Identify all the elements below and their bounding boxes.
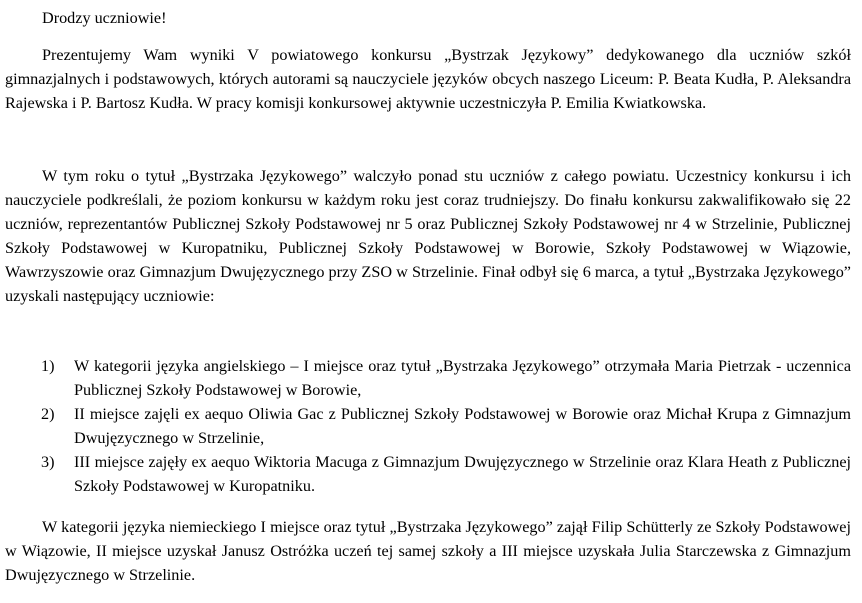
- list-item-number: 1): [41, 357, 55, 375]
- list-item-text: II miejsce zajęli ex aequo Oliwia Gac z Publicznej Szkoły Podstawowej w Borowie oraz Michał Krupa z Gimnazjum Dwujęzycznego w Strzelinie,: [74, 405, 851, 447]
- greeting-heading: Drodzy uczniowie!: [42, 9, 167, 27]
- results-list: [5, 354, 851, 498]
- list-item: [5, 354, 851, 402]
- list-item: [5, 402, 851, 450]
- list-item-number: 2): [41, 405, 55, 423]
- german-category-paragraph: W kategorii języka niemieckiego I miejsce oraz tytuł „Bystrzaka Językowego” zajął Filip Schütterly ze Szkoły Podstawowej w Wiązowie, II miejsce uzyskał Janusz Ostróżka uczeń tej samej szkoły a III miejsce uzyskała Julia Starczewska z Gimnazjum Dwujęzycznego w Strzelinie.: [5, 518, 851, 584]
- intro-paragraph: Prezentujemy Wam wyniki V powiatowego konkursu „Bystrzak Językowy” dedykowanego dla uczniów szkół gimnazjalnych i podstawowych, których autorami są nauczyciele języków obcych naszego Liceum: P. Beata Kudła, P. Aleksandra Rajewska i P. Bartosz Kudła. W pracy komisji konkursowej aktywnie uczestniczyła P. Emilia Kwiatkowska.: [5, 46, 851, 112]
- competition-paragraph: W tym roku o tytuł „Bystrzaka Językowego” walczyło ponad stu uczniów z całego powiatu. Uczestnicy konkursu i ich nauczyciele podkreślali, że poziom konkursu w każdym roku jest coraz trudniejszy. Do finału konkursu zakwalifikowało się 22 uczniów, reprezentantów Publicznej Szkoły Podstawowej nr 5 oraz Publicznej Szkoły Podstawowej nr 4 w Strzelinie, Publicznej Szkoły Podstawowej w Kuropatniku, Publicznej Szkoły Podstawowej w Borowie, Szkoły Podstawowej w Wiązowie, Wawrzyszowie oraz Gimnazjum Dwujęzycznego przy ZSO w Strzelinie. Finał odbył się 6 marca, a tytuł „Bystrzaka Językowego” uzyskali następujący uczniowie:: [5, 167, 851, 305]
- list-item-number: 3): [41, 453, 55, 471]
- list-item-text: W kategorii języka angielskiego – I miejsce oraz tytuł „Bystrzaka Językowego” otrzymała Maria Pietrzak - uczennica Publicznej Szkoły Podstawowej w Borowie,: [74, 357, 851, 399]
- list-item-text: III miejsce zajęły ex aequo Wiktoria Macuga z Gimnazjum Dwujęzycznego w Strzelinie oraz Klara Heath z Publicznej Szkoły Podstawowej w Kuropatniku.: [74, 453, 851, 495]
- list-item: [5, 450, 851, 498]
